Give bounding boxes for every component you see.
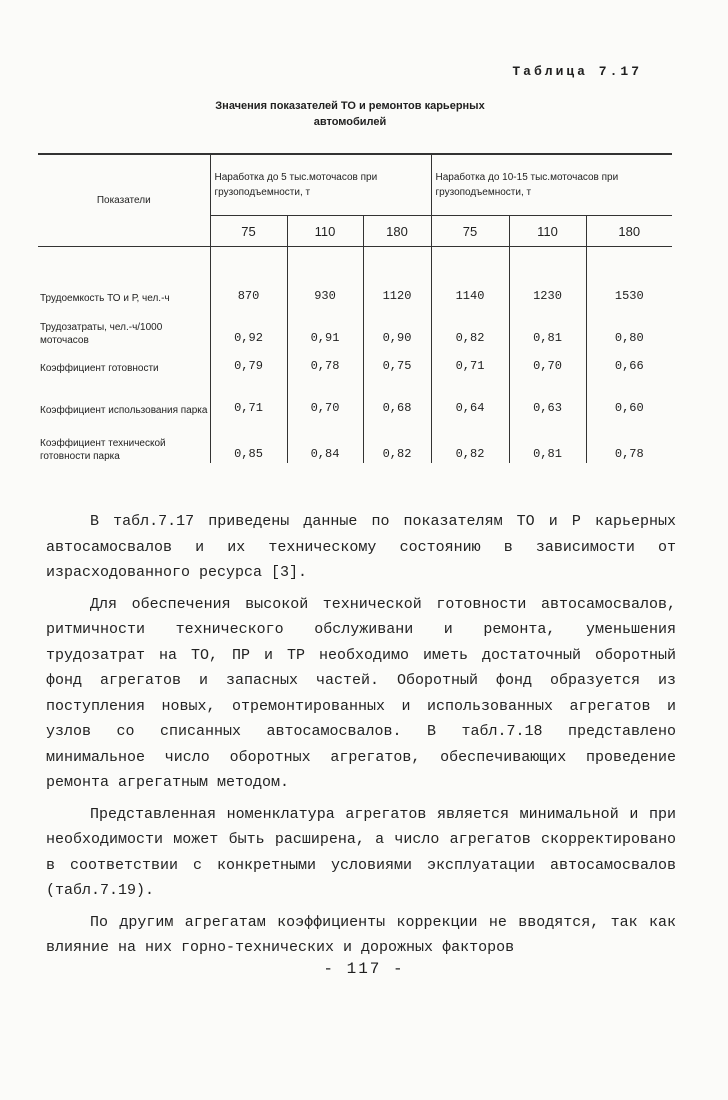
- table-cell: 0,70: [509, 347, 586, 375]
- table-cell: 0,82: [363, 417, 431, 463]
- table-row: [38, 375, 672, 417]
- paragraph: Представленная номенклатура агрегатов является минимальной и при необходимости может быть расширена, а число агрегатов скорректировано в соответствии с конкретными условиями эксплуатации автосамосвалов (табл.7.19).: [46, 805, 676, 899]
- table-cell: 1120: [363, 247, 431, 306]
- table-cell: 0,84: [287, 417, 363, 463]
- table-number-label: Таблица 7.17: [512, 64, 642, 79]
- table-cell: 0,82: [431, 305, 509, 347]
- indicator-label: Коэффициент готовности: [38, 347, 210, 375]
- table-cell: 0,70: [287, 375, 363, 417]
- table-cell: 0,81: [509, 417, 586, 463]
- table-cell: 0,63: [509, 375, 586, 417]
- table-cell: 0,64: [431, 375, 509, 417]
- capacity-header: 180: [586, 216, 672, 247]
- paragraph: Для обеспечения высокой технической готовности автосамосвалов, ритмичности технического обслуживани и ремонта, уменьшения трудозатрат на ТО, ПР и ТР необходимо иметь достаточный оборотный фонд агрегатов и запасных частей. Оборотный фонд образуется из поступления новых, отремонтированных и использованных агрегатов и узлов со списанных автосамосвалов. В табл.7.18 представлено минимальное число оборотных агрегатов, обеспечивающих проведение ремонта агрегатным методом.: [46, 595, 676, 791]
- indicator-label: Трудоемкость ТО и Р, чел.-ч: [38, 247, 210, 306]
- paragraph: По другим агрегатам коэффициенты коррекции не вводятся, так как влияние на них горно-технических и дорожных факторов: [46, 913, 676, 956]
- table-cell: 0,71: [431, 347, 509, 375]
- table-cell: 0,78: [287, 347, 363, 375]
- capacity-header: 75: [431, 216, 509, 247]
- paragraph: В табл.7.17 приведены данные по показателям ТО и Р карьерных автосамосвалов и их техническому состоянию в зависимости от израсходованного ресурса [3].: [46, 513, 676, 581]
- table-cell: 1530: [586, 247, 672, 306]
- table-cell: 0,90: [363, 305, 431, 347]
- table-title-line-1: Значения показателей ТО и ремонтов карьерных: [215, 100, 485, 112]
- table-cell: 0,91: [287, 305, 363, 347]
- table-cell: 0,79: [210, 347, 287, 375]
- indicator-label: Коэффициент технической готовности парка: [38, 417, 210, 463]
- table-cell: 0,66: [586, 347, 672, 375]
- table-cell: 0,80: [586, 305, 672, 347]
- capacity-header: 180: [363, 216, 431, 247]
- table-cell: 870: [210, 247, 287, 306]
- table-cell: 1230: [509, 247, 586, 306]
- group-header-10-15k-hours: Наработка до 10-15 тыс.моточасов при грузоподъемности, т: [431, 154, 672, 216]
- table-row: [38, 347, 672, 375]
- indicators-table: [38, 153, 672, 463]
- capacity-header: 110: [509, 216, 586, 247]
- table-cell: 930: [287, 247, 363, 306]
- table-title-line-2: автомобилей: [313, 116, 387, 128]
- body-text: [46, 509, 676, 967]
- page-number: - 117 -: [323, 960, 405, 978]
- table-title: [150, 98, 550, 130]
- table-cell: 0,75: [363, 347, 431, 375]
- table-row: [38, 417, 672, 463]
- table-cell: 0,78: [586, 417, 672, 463]
- table-cell: 1140: [431, 247, 509, 306]
- table-cell: 0,92: [210, 305, 287, 347]
- table-cell: 0,82: [431, 417, 509, 463]
- table-cell: 0,85: [210, 417, 287, 463]
- capacity-header: 75: [210, 216, 287, 247]
- indicator-label: Трудозатраты, чел.-ч/1000 моточасов: [38, 305, 210, 347]
- capacity-header: 110: [287, 216, 363, 247]
- table-cell: 0,60: [586, 375, 672, 417]
- table-row: [38, 247, 672, 306]
- group-header-5k-hours: Наработка до 5 тыс.моточасов при грузоподъемности, т: [210, 154, 431, 216]
- table-cell: 0,71: [210, 375, 287, 417]
- indicator-column-header: Показатели: [38, 154, 210, 247]
- table-cell: 0,81: [509, 305, 586, 347]
- indicator-label: Коэффициент использования парка: [38, 375, 210, 417]
- table-row: [38, 305, 672, 347]
- data-table-container: [38, 153, 672, 463]
- table-cell: 0,68: [363, 375, 431, 417]
